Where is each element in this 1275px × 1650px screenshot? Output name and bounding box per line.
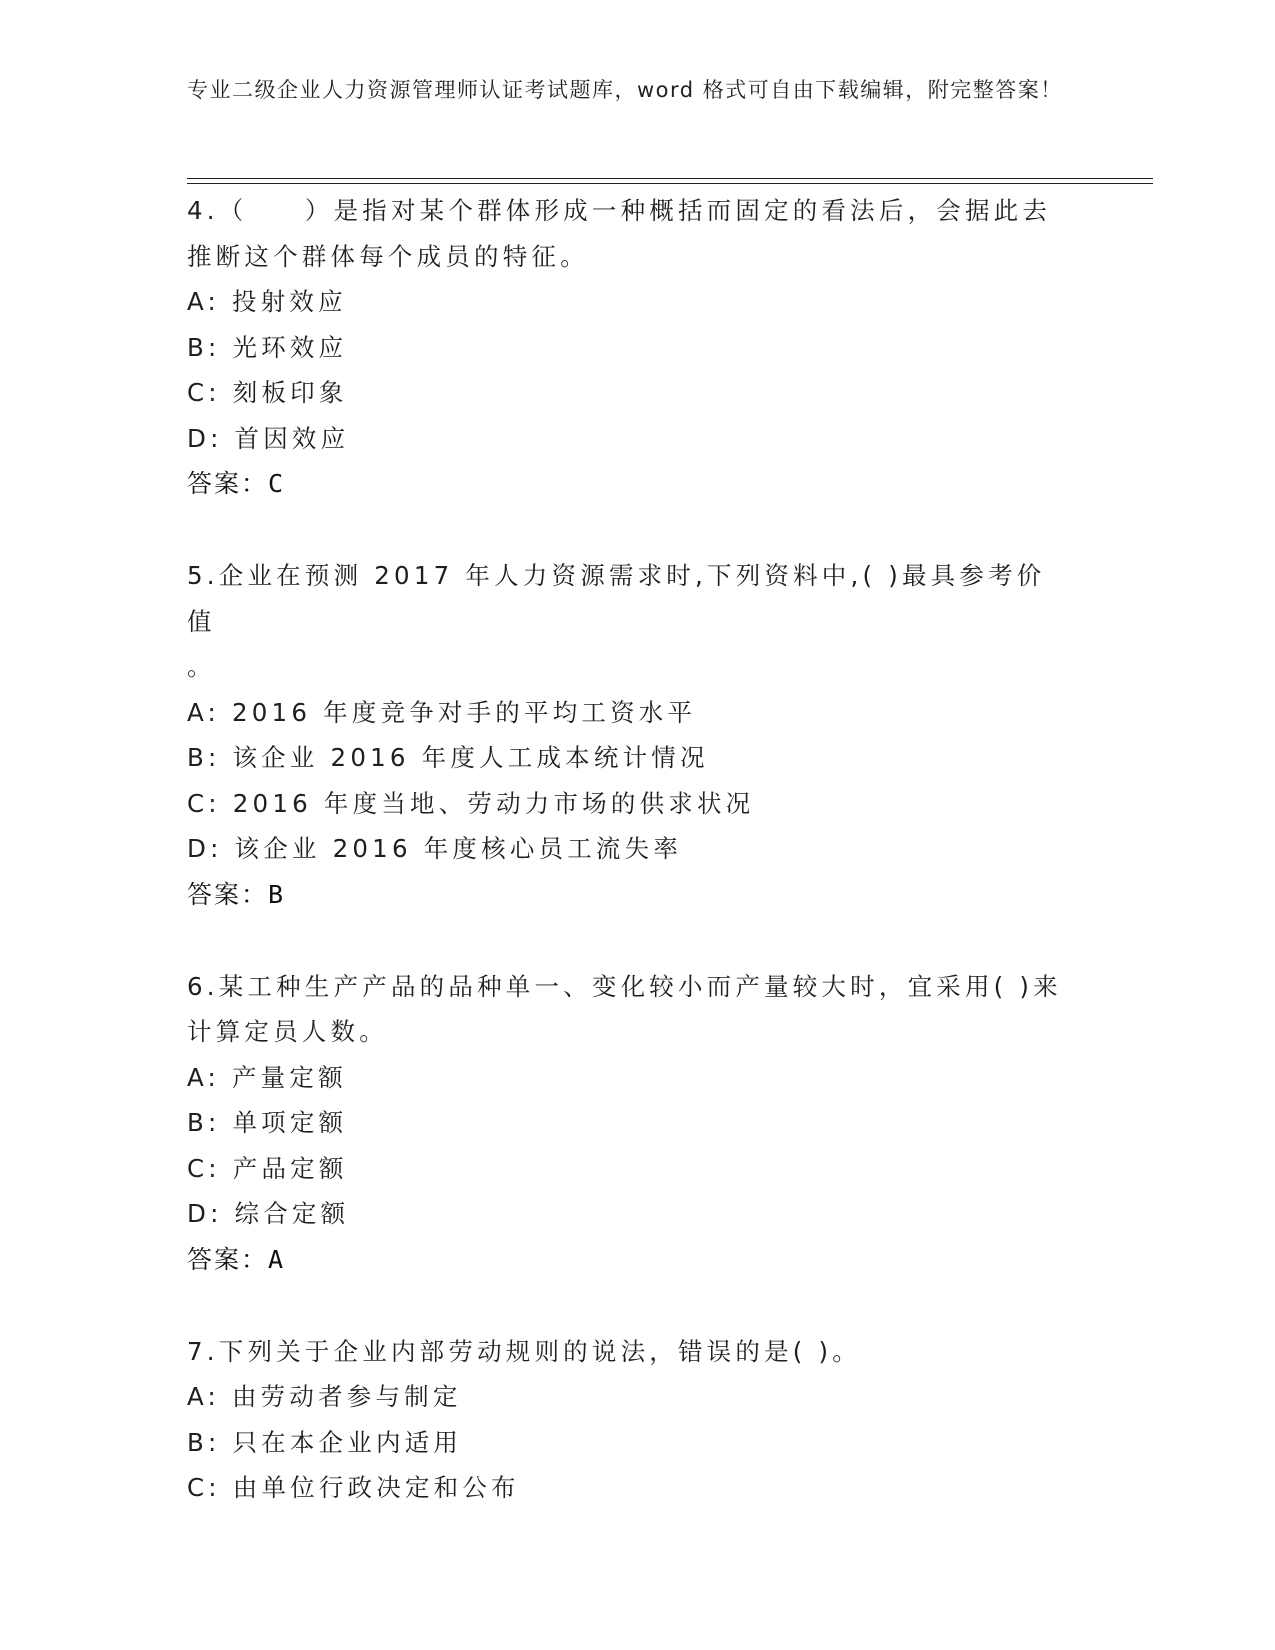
question-list (187, 188, 1087, 1557)
option-c: C: 2016 年度当地、劳动力市场的供求状况 (187, 788, 755, 818)
option-c: C: 刻板印象 (187, 378, 348, 407)
header-divider-bottom (187, 183, 1153, 184)
option-b: B: 该企业 2016 年度人工成本统计情况 (187, 743, 709, 772)
option-d: D: 综合定额 (187, 1199, 350, 1228)
option-b: B: 光环效应 (187, 332, 348, 362)
question-stem-continued: 。 (187, 652, 216, 681)
answer (187, 872, 1087, 918)
question-stem-continued: 计算定员人数。 (187, 1017, 388, 1046)
answer-label: 答案： (187, 469, 269, 498)
answer-value: A (268, 1244, 284, 1274)
question-stem: 7.下列关于企业内部劳动规则的说法，错误的是( )。 (187, 1336, 861, 1366)
option-a: A: 2016 年度竞争对手的平均工资水平 (187, 697, 697, 727)
option-c: C: 由单位行政决定和公布 (187, 1473, 520, 1502)
answer-label: 答案： (187, 879, 269, 909)
question-stem: 6.某工种生产产品的品种单一、变化较小而产量较大时，宜采用( )来 (187, 971, 1062, 1001)
answer-value: B (268, 879, 284, 909)
question-4 (187, 188, 1087, 507)
question-7 (187, 1329, 1087, 1511)
question-5 (187, 553, 1087, 918)
option-a: A: 投射效应 (187, 287, 347, 316)
option-d: D: 该企业 2016 年度核心员工流失率 (187, 834, 683, 863)
answer-value: C (268, 469, 284, 498)
option-b: B: 单项定额 (187, 1108, 348, 1137)
answer-label: 答案： (187, 1244, 269, 1274)
header-divider-top (187, 178, 1153, 179)
question-6 (187, 964, 1087, 1283)
option-b: B: 只在本企业内适用 (187, 1427, 463, 1457)
question-stem-continued: 推断这个群体每个成员的特征。 (187, 241, 589, 271)
document-header: 专业二级企业人力资源管理师认证考试题库，word 格式可自由下载编辑，附完整答案！ (187, 78, 1063, 102)
question-stem: 5.企业在预测 2017 年人力资源需求时,下列资料中,( )最具参考价值 (187, 561, 1046, 636)
answer (187, 461, 1087, 507)
option-a: A: 产量定额 (187, 1062, 347, 1092)
option-a: A: 由劳动者参与制定 (187, 1382, 462, 1411)
answer (187, 1237, 1087, 1283)
question-stem: 4.（ ）是指对某个群体形成一种概括而固定的看法后，会据此去 (187, 196, 1052, 225)
option-d: D: 首因效应 (187, 423, 350, 453)
option-c: C: 产品定额 (187, 1153, 348, 1183)
